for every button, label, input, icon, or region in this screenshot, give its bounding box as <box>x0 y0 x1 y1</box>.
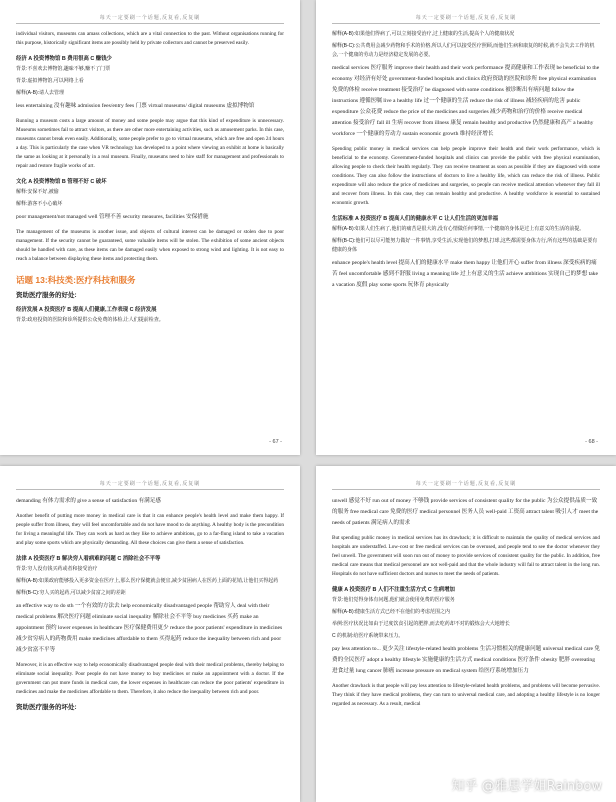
note-line: 解释(A-B):健康生活方式已经不在他们的考虑范围之内 <box>332 609 451 615</box>
note-line: 背景:他们觉得身体有问题,他们就会使用免费的医疗服务 <box>332 597 455 603</box>
page-header: 每天一定要刷一个话题,反复看,反复刷 <box>16 480 284 490</box>
note-line: 解释:游客不小心破坏 <box>16 201 63 207</box>
vocabulary-list: less entertaining 没有趣味 admission fees/entry fees 门票 virtual museums/ digital museums 虚拟博物馆 <box>16 103 255 109</box>
vocabulary-list: pay less attention to... 更少关注 lifestyle-related health problems 生活习惯相关的健康问题 universal medical care 免费的全民医疗 adopt a healthy lifestyle 实施健康的生活方式 medical conditions 医疗条件 obesity 肥胖 overeating 进食过量 lung cancer 肺癌 increase pressure on medical system 给医疗系统增加压力 <box>332 646 600 674</box>
topic-title: 话题 13:科技类:医疗科技和服务 <box>16 275 136 285</box>
page-number: - 68 - <box>585 439 598 445</box>
subtitle: 资助医疗服务的好处: <box>16 292 77 299</box>
page-number: - 67 - <box>269 439 282 445</box>
note-line: 解释(A-B):如果政府能够投入更多资金在医疗上,那么医疗保健就会便宜,减少贫困病人在医药上面的花销,让他们买得起药 <box>16 578 279 584</box>
note-line: 解释(B-C):穷人买的起药,可以减少贫富之间的差距 <box>16 590 126 596</box>
section-heading: 经济 A 投资博物馆 B 费用很高 C 赚钱少 <box>16 56 112 62</box>
section-heading: 经济发展 A 投资医疗 B 提高人们健康,工作表现 C 经济发展 <box>16 307 157 313</box>
document-page-70 <box>316 466 616 802</box>
note-line: 背景:不喜欢去博物馆,趣味不够,赚不了门票 <box>16 66 111 72</box>
subtitle: 资助医疗服务的坏处: <box>16 704 77 711</box>
paragraph: individual visitors, museums can amass collections, which are a vital connection to the past. Without organisations running for this purpose, historically significant items are possibly held by private collectors and cannot be preserved easily. <box>16 31 284 46</box>
vocabulary-list: demanding 有体力需求的 give a sense of satisfaction 有满足感 <box>16 498 161 504</box>
section-heading: 法律 A 投资医疗 B 解决穷人看病难的问题 C 消除社会不平等 <box>16 556 161 562</box>
paragraph: Moreover, it is an effective way to help economically disadvantaged people deal with their medical problems, thereby helping to eliminate social inequality. Poor people do not have money to buy medicines or make an appointment with a doctor. If the government can put more funds in medical care, the lower expenses in healthcare can reduce the poor patients' expenditure in medicines and make the medicines affordable to them. Therefore, it also reduce the inequality between rich and poor. <box>16 662 284 695</box>
paragraph: Another benefit of putting more money in medical care is that it can enhance people's health level and make them happy. If people suffer from illness, they will feel uncomfortable and do not have mood to do anything. A healthy body is the precondition for living a meaningful life. They can work as hard as they like to achieve ambitions, go to a far-flung island to take a vacation and play some sports which are physically demanding. All these choices can give them a sense of satisfaction. <box>16 513 284 546</box>
paragraph: Another drawback is that people will pay less attention to lifestyle-related health problems, and problems will become pervasive. They think if they have medical problems, they can turn to universal medical care, and adopting a healthy lifestyle is no longer regarded as necessary. As a result, medical <box>332 683 600 707</box>
section-heading: 生活标准 A 投资医疗 B 提高人们的健康水平 C 让人们生活的更加幸福 <box>332 216 499 222</box>
section-heading: 文化 A 投资博物馆 B 管理不好 C 破坏 <box>16 179 107 185</box>
document-page-68 <box>316 0 616 455</box>
vocabulary-list: enhance people's health level 提高人们的健康水平 make them happy 让他们开心 suffer from illness 深受疾病的痛苦 feel uncomfortable 感到不舒服 living a meaning life 过上有意义的生活 achieve ambitions 实现自己的梦想 take a vacation 度假 play some sports 玩体育 physically <box>332 260 598 288</box>
note-line: 背景:虚拟博物馆,可以网络上看 <box>16 78 84 84</box>
vocabulary-list: medical services 医疗服务 improve their health and their work performance 提高健康和工作表现 be beneficial to the economy 对经济有好处 government-funded hospitals and clinics 政府资助的医院和诊所 free physical examination 免费的体检 receive treatment 接受治疗 be diagnosed with some conditions 被诊断出有病问题 follow the instructions 遵循医嘱 live a healthy life 过一个健康的生活 reduce the risk of illness 减轻疾病的危害 public expenditure 公众花费 reduce the price of the medicines and surgeries 减少药物和治疗的价格 receive medical attention 接受治疗 fall ill 生病 recover from illness 康复 remain healthy and productive 仍然健康和高产 a healthy workforce 一个健康的劳动力 sustain economic growth 维持经济增长 <box>332 65 600 137</box>
note-line: 背景:穷人没有钱买药或者和接受治疗 <box>16 566 98 572</box>
note-line: C 的机制:给医疗系统带来压力。 <box>332 633 404 639</box>
note-line: 解释(A-B):如果他们得病了,可以立刻接受治疗,过上健康的生活,提高个人的健康状况 <box>332 31 515 37</box>
paragraph: Spending public money in medical services can help people improve their health and their work performance, which is beneficial to the economy. Government-funded hospitals and clinics can provide the public with free physical examination, allowing people to check their health regularly. They can receive treatment as soon as possible if they are diagnosed with some conditions. They can also follow the instructions of doctors to live a healthy life, which can reduce the risk of illness. Public expenditure will also reduce the price of medicines and surgeries, so people can receive medical attention whenever they fall ill and recover from illness. In this case, they can remain healthy and productive. A healthy workforce is essential to sustained economic growth. <box>332 146 600 206</box>
paragraph: But spending public money in medical services has its drawback; it is difficult to maintain the quality of medical services and hospitals are understaffed. Low-cost or free medical services can be overused, and people tend to see the doctor whenever they feel unwell. The government will soon run out of money to provide services of consistent quality for the public. In addition, free medical care means that medical personnel are not well-paid and that the whole industry will fail to attract talent in the long run. Hospitals do not have sufficient doctors and nurses to meet the needs of patients. <box>332 535 600 577</box>
note-line: 背景:政府投资的医院和诊所提供公众免费的体检,让人们提前检查。 <box>16 317 164 323</box>
vocabulary-list: poor management/not managed well 管理不善 security measures, facilities 安保措施 <box>16 214 209 220</box>
vocabulary-list: an effective way to do sth 一个有效的方法去 help economically disadvantaged people 帮助穷人 deal with their medical problems 解决医疗问题 eliminate social inequality 解除社会不平等 buy medicines 买药 make an appointment 预约 lower expenses in healthcare 医疗保健费用更少 reduce the poor patients' expenditure in medicines 减少贫穷病人的药物费用 make medicines affordable to them 买得起药 reduce the inequality between rich and poor 减少贫富不平等 <box>16 603 283 653</box>
note-line: 解释(B-C):公共费用会减少药物和手术的价格,所以人们可以接受医疗照顾,而他们生病和康复的时候,就不会失去工作的机会,一个健康的劳动力是经济稳定发展的必要。 <box>332 43 595 58</box>
note-line: 解释(B-C):他们可以尽可能努力做好一件事情,享受生活,实现他们的梦想,打球,这些都需要身体力行,所有这些的基础是要有健康的身体 <box>332 238 598 253</box>
note-line: 解释(A-B):如果人们生病了,他们的痛苦是很大的,没有心情做任何事情,一个健康的身体是过上有意义的生活的前提。 <box>332 226 585 232</box>
note-line: 解释:安保不好,被偷 <box>16 189 59 195</box>
note-line: 举例:医疗状况比如由于过度饮食引起的肥胖,而去吃药却不对的锻炼会大大地增长 <box>332 621 510 627</box>
vocabulary-list: unwell 感觉不好 run out of money 不够钱 provide services of consistent quality for the public 为公众提供品质一致的服务 free medical care 免费的医疗 medical personnel 医务人员 well-paid 工资高 attract talent 吸引人才 meet the needs of patients 满足病人的需求 <box>332 498 599 526</box>
page-header: 每天一定要刷一个话题,反复看,反复刷 <box>332 14 600 24</box>
paragraph: Running a museum costs a large amount of money and some people may argue that this kind of expenditure is unnecessary. Museums sometimes fail to attract visitors, as there are other more entertaining activities, such as amusement parks. In this case, museums cannot break even easily. Additionally, some people prefer to go to virtual museums, which are free and open 24 hours a day. This is particularly the case when VR technology has developed to a point where viewing an exhibit at home is basically the same as looking at it personally in a real museum. Finally, museums need to hire staff for management and professionals to repair and restore fragile works of art. <box>16 118 284 169</box>
document-page-67 <box>0 0 300 455</box>
note-line: 解释(A-B):请人去管理 <box>16 90 65 96</box>
paragraph: The management of the museums is another issue, and objects of cultural interest can be damaged or stolen due to poor management. If the security cannot be guaranteed, some valuable items will be stolen. The exhibition of some ancient objects should be handled with care, as these items can be damaged easily when exposed to strong wind and lighting. It is not easy to reach a balance between displaying these items and protecting them. <box>16 229 284 262</box>
watermark: 知乎 @雅思学姐Rainbow <box>451 779 602 794</box>
document-page-69 <box>0 466 300 802</box>
page-header: 每天一定要刷一个话题,反复看,反复刷 <box>16 14 284 24</box>
section-heading: 健康 A 投资医疗 B 人们不注重生活方式 C 生病增加 <box>332 587 455 593</box>
page-header: 每天一定要刷一个话题,反复看,反复刷 <box>332 480 600 490</box>
